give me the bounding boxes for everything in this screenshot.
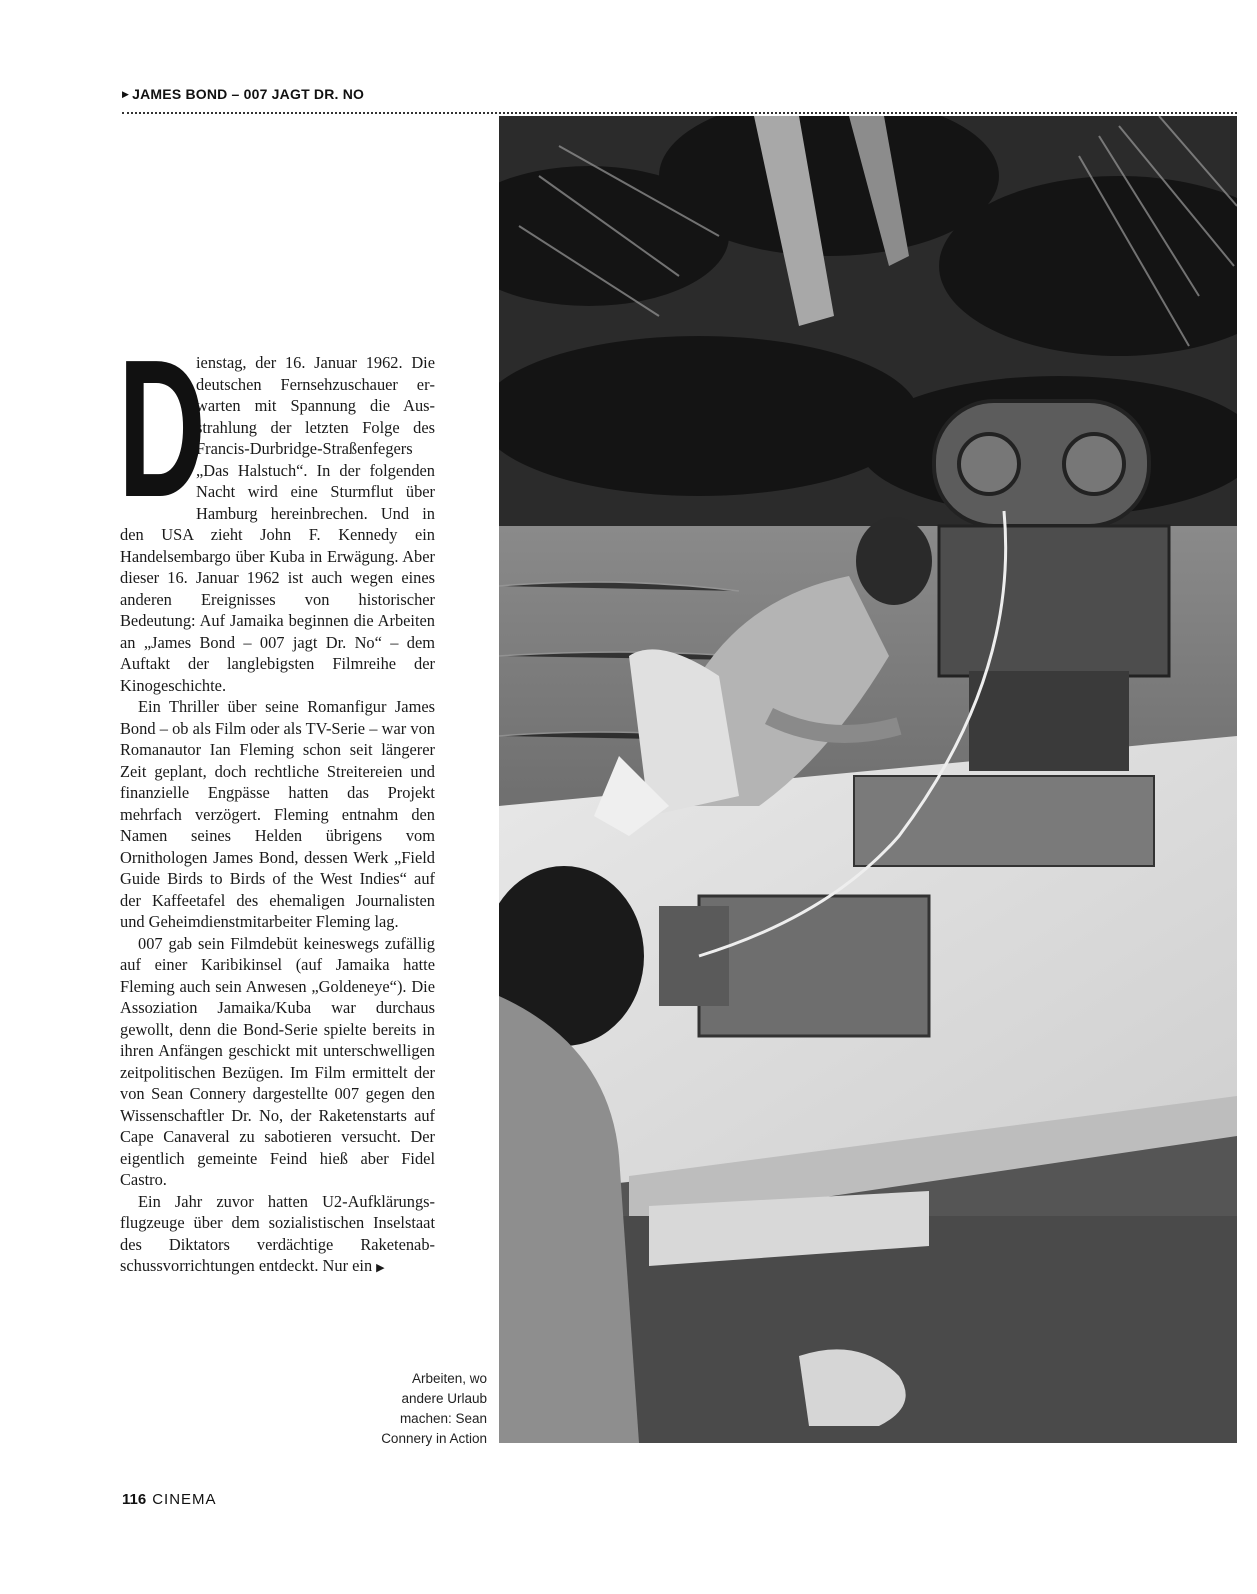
photo-caption [337, 1369, 487, 1449]
article-paragraph-1: D ienstag, der 16. Januar 1962. Die deutschen Fernsehzuschauer erwarten mit Spannung die Ausstrahlung der letzten Folge des Francis-Durbridge-Straßenfegers „Das Halstuch“. In der folgenden Nacht wird eine Sturmflut über Hamburg hereinbrechen. Und in den USA zieht John F. Kennedy ein Handelsembargo über Kuba in Erwägung. Aber dieser 16. Januar 1962 ist auch wegen eines anderen Ereignisses von historischer Bedeutung: Auf Jamaika beginnen die Arbeiten an „James Bond – 007 jagt Dr. No“ – dem Auftakt der langlebigsten Filmreihe der Kinogeschichte. [118, 319, 435, 695]
triangle-right-icon: ▶ [122, 89, 130, 99]
page-footer [122, 1491, 217, 1508]
magazine-name: CINEMA [152, 1491, 217, 1508]
article-paragraph-2: Ein Thriller über seine Romanfigur James Bond – ob als Film oder als TV-Serie – war von Romanautor Ian Fleming schon seit längerer Zeit geplant, doch rechtliche Streitereien und finanzielle Engpässe hatten das Projekt mehrfach verzögert. Fleming entnahm den Namen seines Helden übrigens vom Ornithologen James Bond, dessen Werk „Field Guide Birds to Birds of the West Indies“ auf der Kaffeetafel des ehemaligen Journalisten und Geheimdienstmitarbeiter Fleming lag. [120, 697, 435, 931]
film-set-photo [499, 116, 1237, 1443]
caption-line: Arbeiten, wo [411, 1371, 487, 1386]
caption-line: Connery in Action [381, 1431, 487, 1446]
article-paragraph-4: Ein Jahr zuvor hatten U2-Aufklärungsflugzeuge über dem sozialistischen Inselstaat des Diktators verdächtige Raketenabschussvorrichtungen entdeckt. Nur ein ▶ [120, 1191, 435, 1275]
dotted-divider [122, 112, 1237, 114]
section-title: JAMES BOND – 007 JAGT DR. NO [132, 86, 365, 102]
article-paragraph-3: 007 gab sein Filmdebüt keineswegs zufällig auf einer Karibikinsel (auf Jamaika hatte Fleming auch sein Anwesen „Goldeneye“). Die Assoziation Jamaika/Kuba war durchaus gewollt, denn die Bond-Serie spielte bereits in ihren Anfängen geschickt mit unterschwelligen zeitpolitischen Bezügen. Im Film ermittelt der von Sean Connery dargestellte 007 gegen den Wissenschaftler Dr. No, der Raketenstarts auf Cape Canaveral zu sabotieren versucht. Der eigentlich gemeinte Feind hieß aber Fidel Castro. [120, 933, 435, 1189]
caption-line: andere Urlaub [401, 1391, 487, 1406]
page-number: 116 [122, 1491, 147, 1508]
triangle-right-icon: ▶ [376, 1262, 385, 1274]
article-body [118, 319, 435, 1280]
drop-cap: D [118, 319, 206, 538]
section-header [122, 86, 364, 102]
caption-line: machen: Sean [399, 1411, 487, 1426]
